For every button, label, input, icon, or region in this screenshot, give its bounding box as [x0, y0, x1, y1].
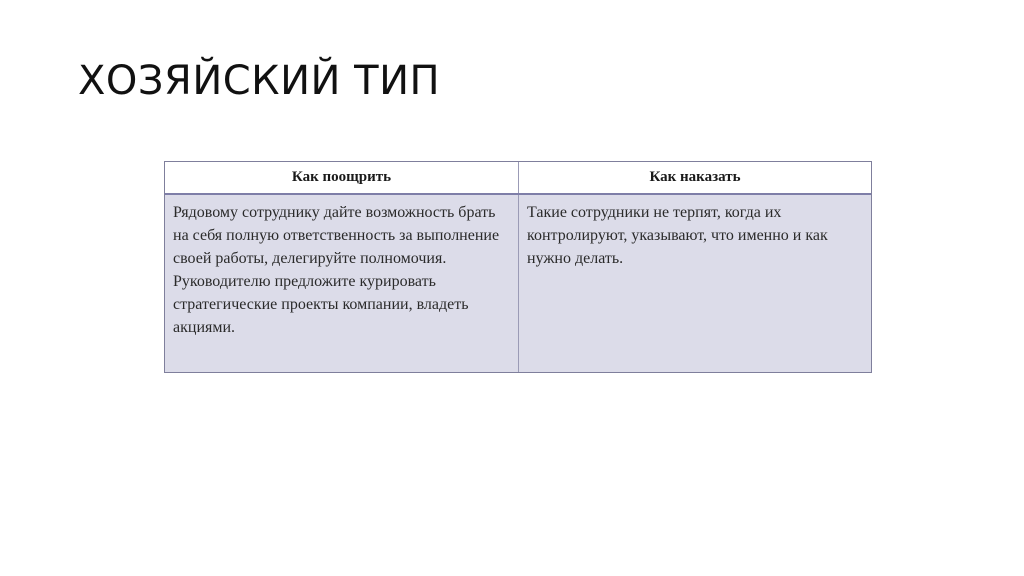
- punish-text: Такие сотрудники не терпят, когда их контролируют, указывают, что именно и как нужно делать.: [527, 204, 828, 267]
- reward-punish-table: [164, 161, 872, 373]
- reward-text: Рядовому сотруднику дайте возможность брать на себя полную ответственность за выполнение своей работы, делегируйте полномочия. Руководителю предложите курировать стратегические проекты компании, владеть акциями.: [173, 204, 500, 336]
- table-row: [165, 194, 871, 372]
- slide-title: ХОЗЯЙСКИЙ ТИП: [78, 58, 441, 104]
- table-header-row: [165, 162, 871, 194]
- header-how-to-punish: Как наказать: [519, 162, 872, 194]
- cell-reward-text: [165, 194, 519, 372]
- table: [165, 162, 871, 372]
- header-how-to-reward: Как поощрить: [165, 162, 519, 194]
- cell-punish-text: [519, 194, 872, 372]
